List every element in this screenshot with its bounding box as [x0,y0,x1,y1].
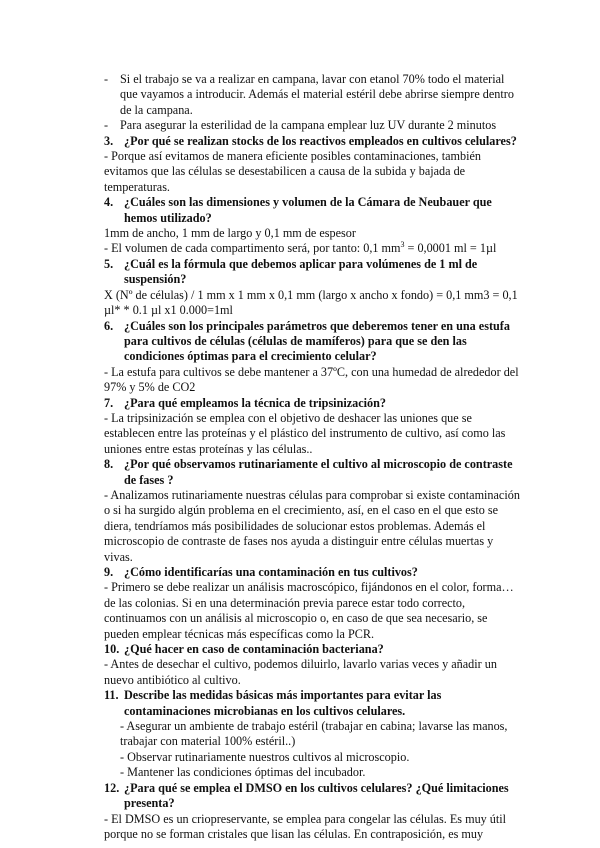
superscript: 3 [400,240,405,250]
question-number: 3. [104,133,114,148]
question-title: ¿Qué hacer en caso de contaminación bacteriana? [124,642,384,657]
list-item: - Mantener las condiciones óptimas del incubador. [120,765,366,780]
answer-text: - El DMSO es un criopreservante, se emplea para congelar las células. Es muy útil porque no se forman cristales que lisan las células. En contraposición, es muy [104,811,507,841]
question-heading [104,134,524,149]
bullet-dash: - [104,72,109,86]
question-heading [104,642,524,657]
question-heading [104,257,524,288]
answer-text: - La tripsinización se emplea con el objetivo de deshacer las uniones que se establecen entre las proteínas y el plástico del instrumento de cultivo, así como las uniones entre estas proteínas y las células.. [104,410,506,456]
list-item-text: Si el trabajo se va a realizar en campana, lavar con etanol 70% todo el material que vayamos a introducir. Además el material estéril debe abrirse siempre dentro de la campana. [120,72,514,117]
question-title: ¿Cuál es la fórmula que debemos aplicar para volúmenes de 1 ml de suspensión? [124,256,478,287]
question-heading [104,195,524,226]
bullet-dash: - [104,118,109,133]
answer-text-part: = 0,0001 ml = 1µl [404,241,497,256]
question-heading [104,396,524,411]
answer-text: 1mm de ancho, 1 mm de largo y 0,1 mm de espesor [104,226,356,241]
question-title: ¿Cuáles son los principales parámetros que deberemos tener en una estufa para cultivos de células (células de mamíferos) para que se den las condiciones óptimas para el crecimiento celular? [124,318,510,364]
question-heading [104,457,524,488]
document-body [104,72,524,842]
question-heading [104,565,524,580]
list-item-text: Para asegurar la esterilidad de la campana emplear luz UV durante 2 minutos [120,118,497,133]
answer-text: - Porque así evitamos de manera eficiente posibles contaminaciones, también evitamos que las células se desestabilicen a causa de la subida y bajada de temperaturas. [104,149,482,194]
question-number: 4. [104,195,114,210]
list-item: - Asegurar un ambiente de trabajo estéril (trabajar en cabina; lavarse las manos, trabajar con material 100% estéril..) [120,719,508,749]
question-heading [104,688,524,719]
question-title: ¿Cuáles son las dimensiones y volumen de la Cámara de Neubauer que hemos utilizado? [124,195,492,225]
answer-text: - Primero se debe realizar un análisis macroscópico, fijándonos en el color, forma… de las colonias. Si en una determinación previa parece estar todo correcto, continuamos con un análisis al microscopio o, en caso de que sea necesario, se pueden emplear técnicas más específicas como la PCR. [104,580,514,641]
answer-text: X (Nº de células) / 1 mm x 1 mm x 0,1 mm (largo x ancho x fondo) = 0,1 mm3 = 0,1 µl* * 0.1 µl x1 0.000=1ml [104,287,518,318]
answer-text [104,241,524,256]
list-item [104,72,524,118]
question-number: 9. [104,565,114,579]
answer-text: - Analizamos rutinariamente nuestras células para comprobar si existe contaminación o si ha surgido algún problema en el crecimiento, así, en el caso en el que esto se diera, tendríamos más posibilidades de solucionar estos problemas. Además el microscopio de contraste de fases nos ayuda a distinguir entre células muertas y vivas. [104,487,520,564]
question-number: 8. [104,457,114,472]
answer-text: - Antes de desechar el cultivo, podemos diluirlo, lavarlo varias veces y añadir un nuevo antibiótico al cultivo. [104,657,497,687]
question-number: 7. [104,395,114,410]
question-number: 11. [104,688,119,703]
question-number: 12. [104,780,120,795]
list-item: - Observar rutinariamente nuestros cultivos al microscopio. [120,749,410,764]
question-heading [104,319,524,365]
question-title: ¿Para qué se emplea el DMSO en los cultivos celulares? ¿Qué limitaciones presenta? [124,780,509,811]
question-title: ¿Por qué se realizan stocks de los reactivos empleados en cultivos celulares? [124,133,517,148]
answer-text: - La estufa para cultivos se debe mantener a 37ºC, con una humedad de alrededor del 97% y 5% de CO2 [104,364,519,395]
answer-text-part: - El volumen de cada compartimento será, por tanto: 0,1 mm [104,241,401,256]
question-title: Describe las medidas básicas más importantes para evitar las contaminaciones microbianas en los cultivos celulares. [124,688,442,718]
list-item [104,118,524,133]
question-title: ¿Cómo identificarías una contaminación en tus cultivos? [124,565,418,579]
question-number: 5. [104,256,114,271]
question-title: ¿Para qué empleamos la técnica de tripsinización? [124,395,387,410]
question-number: 6. [104,318,114,333]
question-title: ¿Por qué observamos rutinariamente el cultivo al microscopio de contraste de fases ? [124,457,513,487]
question-heading [104,781,524,812]
question-number: 10. [104,642,120,657]
